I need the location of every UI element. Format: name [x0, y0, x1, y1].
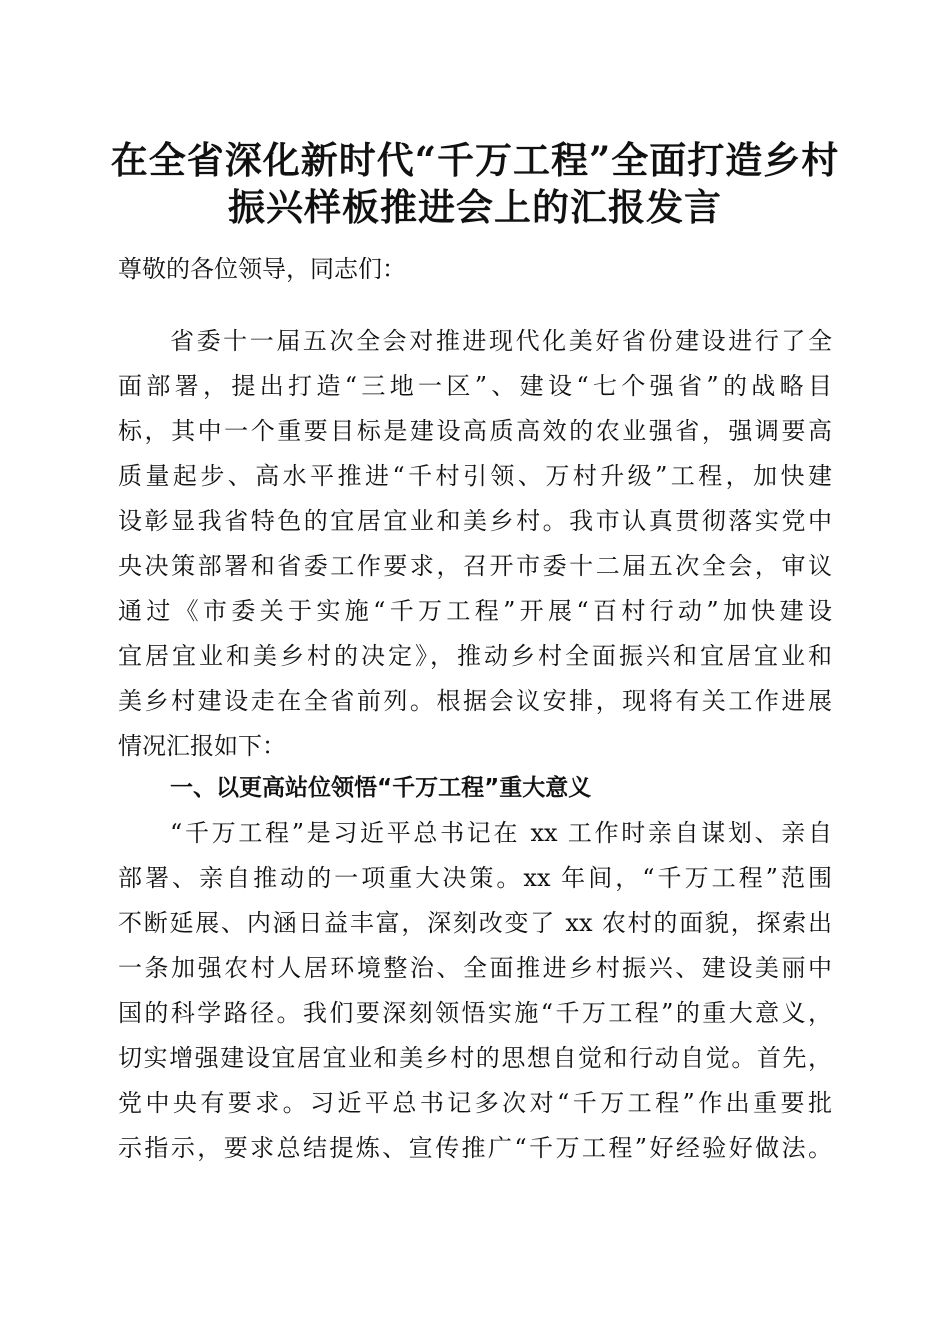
paragraph-2-line: 切实增强建设宜居宜业和美乡村的思想自觉和行动自觉。首先，	[118, 1044, 832, 1072]
paragraph-1-line: 宜居宜业和美乡村的决定》，推动乡村全面振兴和宜居宜业和	[118, 642, 832, 670]
paragraph-1-line: 标，其中一个重要目标是建设高质高效的农业强省，强调要高	[118, 417, 832, 445]
paragraph-2-line: 国的科学路径。我们要深刻领悟实施“千万工程”的重大意义，	[118, 999, 832, 1027]
paragraph-1-line: 通过《市委关于实施“千万工程”开展“百村行动”加快建设	[118, 597, 832, 625]
salutation: 尊敬的各位领导，同志们：	[118, 255, 406, 283]
paragraph-1-line: 美乡村建设走在全省前列。根据会议安排，现将有关工作进展	[118, 687, 832, 715]
paragraph-1-line: 设彰显我省特色的宜居宜业和美乡村。我市认真贯彻落实党中	[118, 507, 832, 535]
paragraph-2-line: 一条加强农村人居环境整治、全面推进乡村振兴、建设美丽中	[118, 954, 832, 982]
document-title-line-1: 在全省深化新时代“千万工程”全面打造乡村	[110, 138, 840, 182]
paragraph-1-line: 省委十一届五次全会对推进现代化美好省份建设进行了全	[170, 327, 832, 355]
paragraph-2-line: “千万工程”是习近平总书记在 xx 工作时亲自谋划、亲自	[170, 819, 832, 847]
paragraph-2-line: 部署、亲自推动的一项重大决策。xx 年间，“千万工程”范围	[118, 864, 832, 892]
section-1-heading: 一、以更高站位领悟“千万工程”重大意义	[170, 775, 592, 801]
paragraph-1-line: 面部署，提出打造“三地一区”、建设“七个强省”的战略目	[118, 372, 832, 400]
paragraph-1-line: 情况汇报如下：	[118, 732, 286, 760]
paragraph-2-line: 党中央有要求。习近平总书记多次对“千万工程”作出重要批	[118, 1089, 832, 1117]
paragraph-1-line: 质量起步、高水平推进“千村引领、万村升级”工程，加快建	[118, 462, 832, 490]
document-title-line-2: 振兴样板推进会上的汇报发言	[228, 185, 722, 229]
paragraph-1-line: 央决策部署和省委工作要求，召开市委十二届五次全会，审议	[118, 552, 832, 580]
paragraph-2-line: 不断延展、内涵日益丰富，深刻改变了 xx 农村的面貌，探索出	[118, 909, 832, 937]
paragraph-2-line: 示指示，要求总结提炼、宣传推广“千万工程”好经验好做法。	[118, 1134, 832, 1162]
